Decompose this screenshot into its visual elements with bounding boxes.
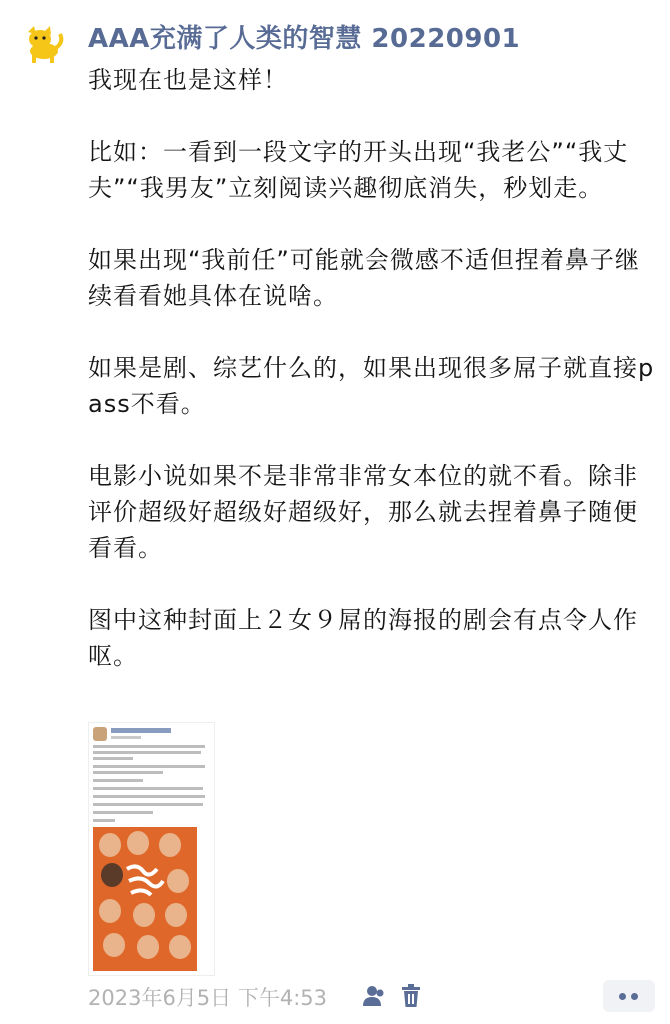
poster-image <box>93 827 197 971</box>
cat-avatar-icon <box>22 22 64 64</box>
avatar[interactable] <box>22 22 64 64</box>
post-content <box>88 62 656 710</box>
post-timestamp: 2023年6月5日 下午4:53 <box>88 986 327 1010</box>
thumb-text-line <box>93 811 153 814</box>
poster-face <box>99 833 121 857</box>
thumb-text-line <box>93 751 201 754</box>
more-dots-icon <box>631 993 638 1000</box>
poster-face <box>103 933 125 957</box>
poster-face <box>137 935 159 959</box>
thumb-text-line <box>93 787 203 790</box>
post-paragraph: 我现在也是这样！ <box>88 66 288 94</box>
post-paragraph: 图中这种封面上２女９屌的海报的剧会有点令人作呕。 <box>88 606 638 670</box>
person-icon[interactable] <box>362 985 386 1011</box>
thumb-text-line <box>93 803 203 806</box>
more-dots-icon <box>619 993 626 1000</box>
thumb-avatar <box>93 727 107 741</box>
post-paragraph: 电影小说如果不是非常非常女本位的就不看。除非评价超级好超级好超级好，那么就去捏着鼻子随便看看。 <box>88 462 638 562</box>
poster-face <box>133 903 155 927</box>
poster-face <box>165 903 187 927</box>
username[interactable]: AAA充满了人类的智慧 20220901 <box>88 24 521 54</box>
poster-face <box>169 935 191 959</box>
more-button[interactable] <box>603 980 655 1012</box>
attached-image[interactable] <box>88 722 215 976</box>
poster-face <box>127 831 149 855</box>
thumb-text-line <box>93 765 205 768</box>
poster-face <box>101 863 123 887</box>
thumb-text-line <box>93 745 205 748</box>
post-paragraph: 如果是剧、综艺什么的，如果出现很多屌子就直接pass不看。 <box>88 354 655 418</box>
poster-title-graphic <box>123 861 167 899</box>
post-paragraph: 如果出现“我前任”可能就会微感不适但捏着鼻子继续看看她具体在说啥。 <box>88 246 640 310</box>
poster-face <box>99 899 121 923</box>
thumb-text-line <box>93 795 205 798</box>
poster-face <box>167 869 189 893</box>
post-paragraph: 比如：一看到一段文字的开头出现“我老公”“我丈夫”“我男友”立刻阅读兴趣彻底消失，秒划走。 <box>88 138 629 202</box>
thumb-text-line <box>93 757 133 760</box>
thumb-username <box>111 728 171 733</box>
thumb-time <box>111 736 141 739</box>
trash-icon[interactable] <box>401 984 421 1012</box>
poster-face <box>159 833 181 857</box>
thumb-text-line <box>93 819 115 822</box>
thumb-text-line <box>93 779 143 782</box>
thumb-text-line <box>93 771 163 774</box>
